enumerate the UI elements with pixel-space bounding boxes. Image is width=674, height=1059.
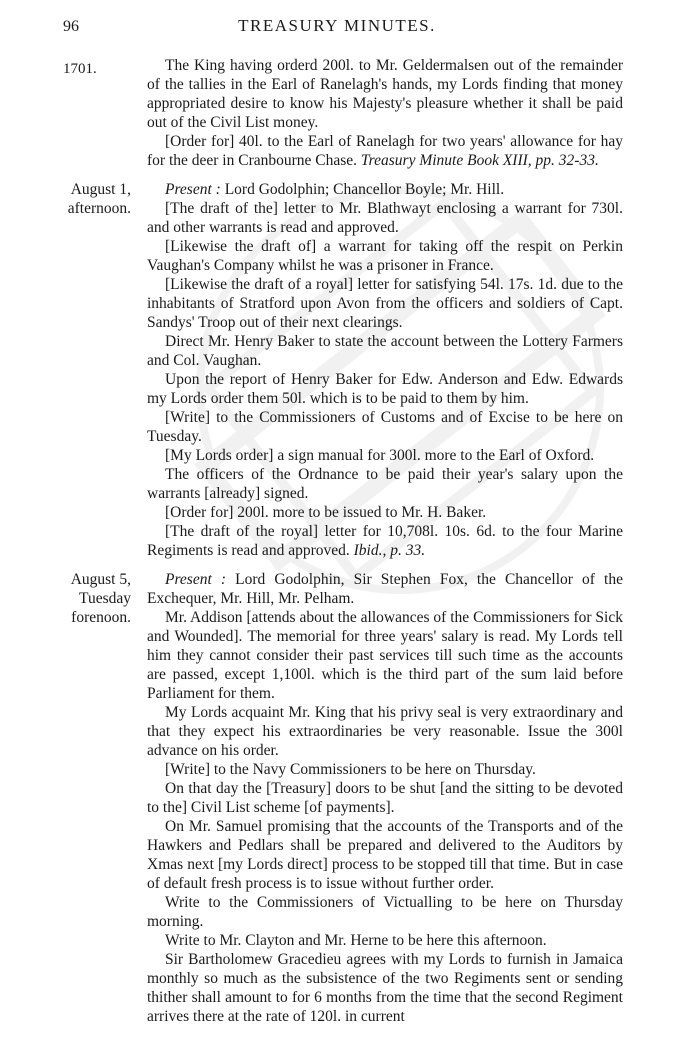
minutes-body bbox=[63, 56, 623, 1026]
paragraph-text: My Lords acquaint Mr. King that his privy seal is very extraordinary and that they expect his extraordinaries be very reasonable. Issue the 300l advance on his order. bbox=[147, 704, 623, 759]
paragraph-text: [The draft of the royal] letter for 10,708l. 10s. 6d. to the four Marine Regiments is read and approved. bbox=[147, 523, 623, 559]
minute-paragraph bbox=[147, 465, 623, 503]
paragraph-text: Direct Mr. Henry Baker to state the account between the Lottery Farmers and Col. Vaughan. bbox=[147, 333, 623, 369]
margin-date-line: August 1, bbox=[70, 181, 131, 198]
minute-entry bbox=[63, 56, 623, 170]
minute-paragraph bbox=[147, 893, 623, 931]
minute-paragraph bbox=[147, 570, 623, 608]
paragraph-text: [The draft of the] letter to Mr. Blathwayt enclosing a warrant for 730l. and other warrants is read and approved. bbox=[147, 200, 623, 236]
paragraph-text: [Write] to the Navy Commissioners to be here on Thursday. bbox=[165, 761, 536, 778]
minute-paragraph bbox=[147, 503, 623, 522]
paragraph-text: Write to the Commissioners of Victualling to be here on Thursday morning. bbox=[147, 894, 623, 930]
minute-paragraph bbox=[147, 199, 623, 237]
source-reference: Ibid., p. 33. bbox=[353, 542, 426, 559]
minute-paragraph bbox=[147, 180, 623, 199]
paragraph-text: [Order for] 40l. to the Earl of Ranelagh for two years' allowance for hay for the deer in Cranbourne Chase. bbox=[147, 133, 623, 169]
minute-paragraph bbox=[147, 760, 623, 779]
margin-year: 1701. bbox=[63, 61, 97, 77]
margin-date-line: Tuesday bbox=[79, 590, 131, 607]
minute-text bbox=[147, 570, 623, 1026]
minute-entry bbox=[63, 180, 623, 560]
margin-date bbox=[63, 570, 131, 627]
paragraph-text: The King having orderd 200l. to Mr. Geldermalsen out of the remainder of the tallies in the Earl of Ranelagh's hands, my Lords finding that money appropriated desire to know his Majesty's pleasure whether it shall be paid out of the Civil List money. bbox=[147, 57, 623, 131]
minute-paragraph bbox=[147, 522, 623, 560]
minute-paragraph bbox=[147, 779, 623, 817]
paragraph-text: On that day the [Treasury] doors to be shut [and the sitting to be devoted to the] Civil List scheme [of payments]. bbox=[147, 780, 623, 816]
paragraph-text: Mr. Addison [attends about the allowances of the Commissioners for Sick and Wounded]. The memorial for three years' salary is read. My Lords tell him they cannot consider their past services till such time as the accounts are passed, except 1,100l. which is the third part of the sum laid before Parliament for them. bbox=[147, 609, 623, 702]
margin-date-line: forenoon. bbox=[71, 609, 131, 626]
paragraph-text: [Likewise the draft of a royal] letter for satisfying 54l. 17s. 1d. due to the inhabitants of Stratford upon Avon from the officers and soldiers of Capt. Sandys' Troop out of their next clearings. bbox=[147, 276, 623, 331]
paragraph-text: Lord Godolphin, Sir Stephen Fox, the Chancellor of the Exchequer, Mr. Hill, Mr. Pelham. bbox=[147, 571, 623, 607]
paragraph-text: [Order for] 200l. more to be issued to Mr. H. Baker. bbox=[165, 504, 487, 521]
margin-date-line: August 5, bbox=[70, 571, 131, 588]
minute-paragraph bbox=[147, 608, 623, 703]
paragraph-text: [My Lords order] a sign manual for 300l. more to the Earl of Oxford. bbox=[165, 447, 595, 464]
minute-paragraph bbox=[147, 446, 623, 465]
paragraph-text: On Mr. Samuel promising that the accounts of the Transports and of the Hawkers and Pedlars shall be prepared and delivered to the Auditors by Xmas next [my Lords direct] process to be stopped till that time. But in case of default fresh process is to issue without further order. bbox=[147, 818, 623, 892]
minute-text bbox=[147, 180, 623, 560]
paragraph-text: Write to Mr. Clayton and Mr. Herne to be here this afternoon. bbox=[165, 932, 547, 949]
source-reference: Treasury Minute Book XIII, pp. 32-33. bbox=[360, 152, 599, 169]
paragraph-text: [Write] to the Commissioners of Customs and of Excise to be here on Tuesday. bbox=[147, 409, 623, 445]
minute-paragraph bbox=[147, 703, 623, 760]
running-title: TREASURY MINUTES. bbox=[238, 16, 436, 35]
minute-paragraph bbox=[147, 950, 623, 1026]
minute-entry bbox=[63, 570, 623, 1026]
minute-paragraph bbox=[147, 332, 623, 370]
minute-paragraph bbox=[147, 275, 623, 332]
paragraph-text: Sir Bartholomew Gracedieu agrees with my Lords to furnish in Jamaica monthly so much as the subsistence of the two Regiments sent or sending thither shall amount to for 6 months from the time that the second Regiment arrives there at the rate of 120l. in current bbox=[147, 951, 623, 1025]
paragraph-text: The officers of the Ordnance to be paid their year's salary upon the warrants [already] signed. bbox=[147, 466, 623, 502]
minute-paragraph bbox=[147, 408, 623, 446]
minute-paragraph bbox=[147, 370, 623, 408]
margin-date-line: afternoon. bbox=[67, 200, 131, 217]
page-header bbox=[0, 16, 674, 40]
minute-paragraph bbox=[147, 237, 623, 275]
present-label: Present : bbox=[165, 571, 236, 588]
minute-paragraph bbox=[147, 132, 623, 170]
present-label: Present : bbox=[165, 181, 225, 198]
page-number: 96 bbox=[63, 18, 79, 35]
margin-date bbox=[63, 180, 131, 218]
minute-text bbox=[147, 56, 623, 170]
minute-paragraph bbox=[147, 931, 623, 950]
paragraph-text: Upon the report of Henry Baker for Edw. Anderson and Edw. Edwards my Lords order them 50l. which is to be paid to them by him. bbox=[147, 371, 623, 407]
paragraph-text: Lord Godolphin; Chancellor Boyle; Mr. Hill. bbox=[224, 181, 505, 198]
paragraph-text: [Likewise the draft of] a warrant for taking off the respit on Perkin Vaughan's Company whilst he was a prisoner in France. bbox=[147, 238, 623, 274]
minute-paragraph bbox=[147, 56, 623, 132]
minute-paragraph bbox=[147, 817, 623, 893]
